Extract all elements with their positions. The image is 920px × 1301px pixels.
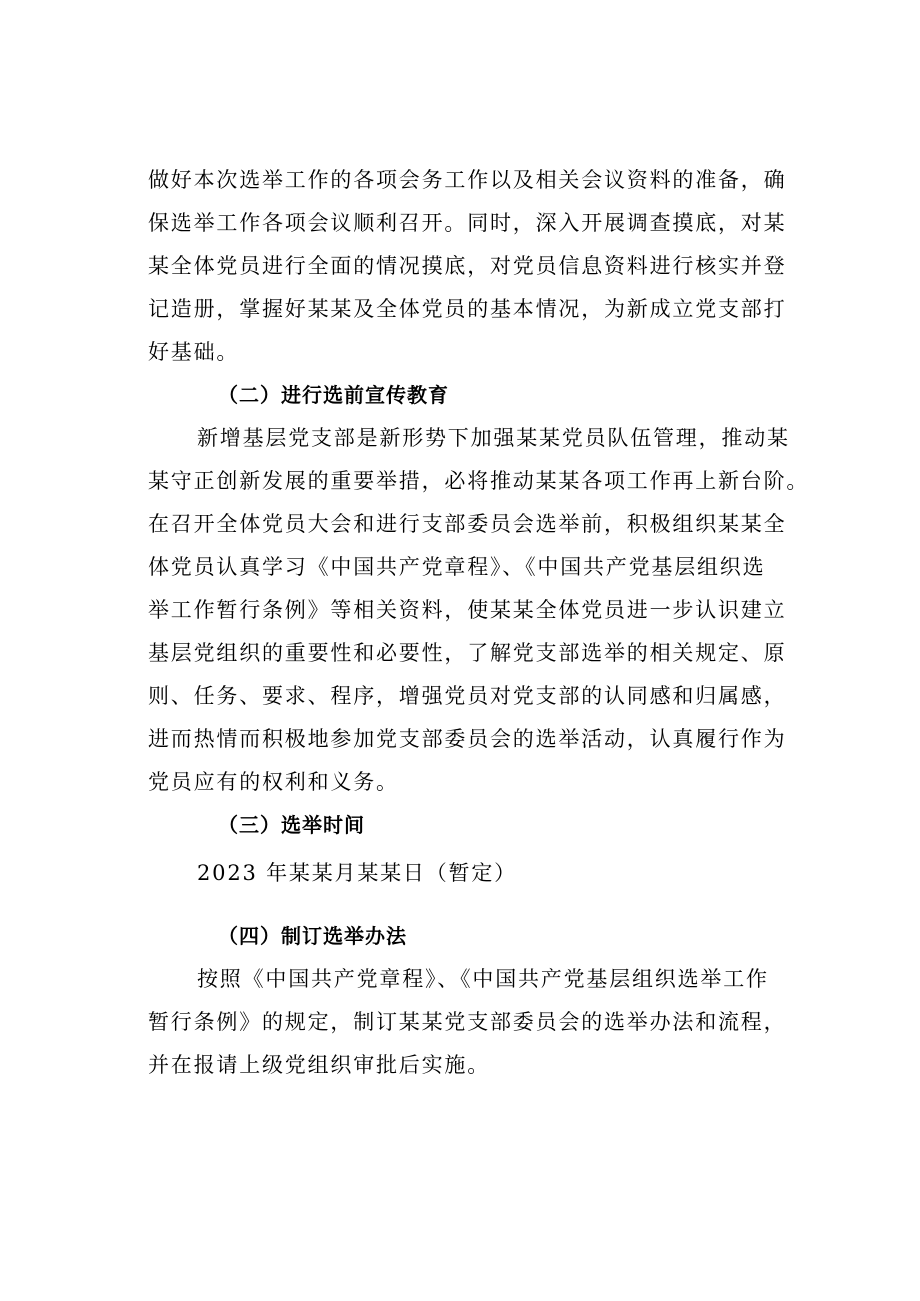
paragraph-line: 2023 年某某月某某日（暂定） [197,861,517,885]
section-heading-4: （四）制订选举办法 [218,924,407,948]
section-heading-3: （三）选举时间 [218,813,365,837]
paragraph-line: 暂行条例》的规定，制订某某党支部委员会的选举办法和流程， [148,1010,787,1034]
paragraph-line: 按照《中国共产党章程》、《中国共产党基层组织选举工作 [197,967,769,991]
paragraph-line: 举工作暂行条例》等相关资料，使某某全体党员进一步认识建立 [148,598,787,622]
paragraph-line: 记造册，掌握好某某及全体党员的基本情况，为新成立党支部打 [148,297,787,321]
paragraph-line: 体党员认真学习《中国共产党章程》、《中国共产党基层组织选 [148,555,766,579]
paragraph-line: 某守正创新发展的重要举措，必将推动某某各项工作再上新台阶。 [148,469,810,493]
paragraph-line: 基层党组织的重要性和必要性，了解党支部选举的相关规定、原 [148,641,787,665]
paragraph-line: 党员应有的权利和义务。 [148,770,399,794]
paragraph-line: 进而热情而积极地参加党支部委员会的选举活动，认真履行作为 [148,727,787,751]
section-heading-2: （二）进行选前宣传教育 [218,383,449,407]
paragraph-line: 做好本次选举工作的各项会务工作以及相关会议资料的准备，确 [148,168,787,192]
paragraph-line: 新增基层党支部是新形势下加强某某党员队伍管理，推动某 [197,426,790,450]
paragraph-line: 好基础。 [148,340,240,364]
paragraph-line: 则、任务、要求、程序，增强党员对党支部的认同感和归属感， [148,684,787,708]
paragraph-line: 并在报请上级党组织审批后实施。 [148,1053,490,1077]
paragraph-line: 某全体党员进行全面的情况摸底，对党员信息资料进行核实并登 [148,254,787,278]
paragraph-line: 保选举工作各项会议顺利召开。同时，深入开展调查摸底，对某 [148,211,787,235]
paragraph-line: 在召开全体党员大会和进行支部委员会选举前，积极组织某某全 [148,512,787,536]
